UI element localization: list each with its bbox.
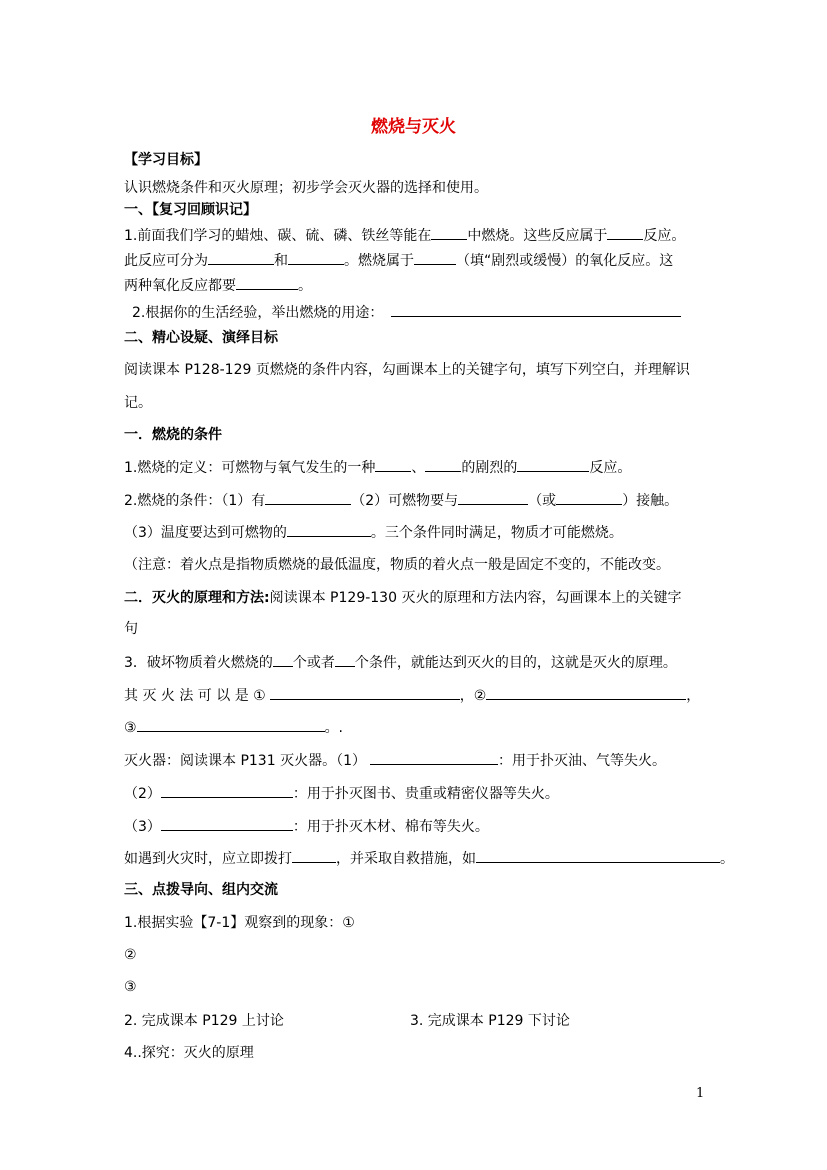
blank-22[interactable] [161,816,293,831]
text: ：用于扑灭油、气等失火。 [497,753,666,769]
text: ③ [124,720,137,736]
guide-q3: 3. 完成课本 P129 下讨论 [410,1013,570,1029]
text: 2.燃烧的条件：（1）有 [124,493,266,509]
goal-heading: 【学习目标】 [124,152,208,168]
design-heading: 二、精心设疑、演绎目标 [124,330,278,346]
text: （2）可燃物要与 [351,493,459,509]
text: 。 [298,278,312,294]
review-q2 [132,302,681,323]
review-q1-line2 [124,250,673,271]
ext-q3 [124,652,677,673]
document-title: 燃烧与灭火 [371,117,456,137]
text: （2） [124,786,161,802]
text: ， [686,688,701,704]
text: 。三个条件同时满足，物质才可能燃烧。 [370,525,623,541]
extinguisher-3 [124,816,489,837]
text: 1.燃烧的定义：可燃物与氧气发生的一种 [124,460,376,476]
design-read-2: 记。 [124,395,152,411]
blank-4[interactable] [288,250,344,265]
text: 阅读课本 P129-130 灭火的原理和方法内容，勾画课本上的关键字 [269,590,682,606]
goal-text: 认识燃烧条件和灭火原理；初步学会灭火器的选择和使用。 [124,180,488,196]
text: 个条件，就能达到灭火的目的，这就是灭火的原理。 [354,655,677,671]
text: 2.根据你的生活经验，举出燃烧的用途： [132,305,384,321]
guide-obs-2: ② [124,947,137,963]
text: 、 [411,460,426,476]
text: 。燃烧属于 [344,253,414,269]
guide-q1: 1.根据实验【7-1】观察到的现象：① [124,915,355,931]
text: 中燃烧。这些反应属于 [467,228,608,244]
blank-12[interactable] [458,490,528,505]
guide-q2: 2. 完成课本 P129 上讨论 [124,1013,284,1029]
cond-temp [124,522,623,543]
text: 灭火器：阅读课本 P131 灭火器。（1） [124,753,366,769]
text: ，并采取自救措施，如 [336,851,476,867]
ext-read-1 [124,588,681,608]
text: ：用于扑灭木材、棉布等失火。 [292,819,489,835]
text: 3．破坏物质着火燃烧的 [124,655,273,671]
guide-q4: 4..探究：灭火的原理 [124,1045,254,1061]
blank-7[interactable] [391,302,681,317]
blank-10[interactable] [517,457,589,472]
text: 如遇到火灾时，应立即拨打 [124,851,292,867]
blank-21[interactable] [161,783,293,798]
cond-note: （注意：着火点是指物质燃烧的最低温度，物质的着火点一般是固定不变的，不能改变。 [124,557,670,573]
design-read-1: 阅读课本 P128-129 页燃烧的条件内容，勾画课本上的关键字句，填写下列空白，并理解识 [124,362,690,378]
text: 此反应可分为 [124,253,208,269]
review-heading: 一、【复习回顾识记】 [124,202,257,218]
review-q1-line1 [124,225,685,246]
blank-20[interactable] [370,750,498,765]
extinguisher-1 [124,750,666,771]
guide-heading: 三、点拨导向、组内交流 [124,882,278,898]
text: ）接触。 [622,493,679,509]
ext-heading: 二．灭火的原理和方法: [124,590,270,606]
text: （填“剧烈或缓慢）的氧化反应。这 [456,253,674,269]
blank-19[interactable] [137,717,325,732]
text: 其 灭 火 法 可 以 是 ① [124,688,266,704]
text: 。. [324,720,344,736]
text: （3）温度要达到可燃物的 [124,525,287,541]
fire-emergency [124,848,734,869]
cond-heading: 一．燃烧的条件 [124,427,222,443]
blank-2[interactable] [607,225,643,240]
text: 两种氧化反应都要 [124,278,236,294]
ext-methods-1 [124,685,700,706]
extinguisher-2 [124,783,559,804]
blank-11[interactable] [265,490,351,505]
text: 。 [720,851,734,867]
text: 反应。 [643,228,686,244]
cond-list [124,490,678,511]
blank-6[interactable] [236,275,298,290]
ext-methods-2 [124,717,343,738]
blank-1[interactable] [431,225,467,240]
blank-15[interactable] [273,652,293,667]
page-number: 1 [696,1086,705,1101]
blank-23[interactable] [292,848,336,863]
text: 1.前面我们学习的蜡烛、碳、硫、磷、铁丝等能在 [124,228,432,244]
text: 的剧烈的 [461,460,518,476]
blank-9[interactable] [425,457,461,472]
text: 个或者 [292,655,335,671]
text: ，② [459,688,487,704]
text: ：用于扑灭图书、贵重或精密仪器等失火。 [292,786,559,802]
blank-14[interactable] [287,522,371,537]
blank-8[interactable] [375,457,411,472]
blank-13[interactable] [556,490,622,505]
blank-18[interactable] [486,685,686,700]
blank-5[interactable] [414,250,456,265]
blank-17[interactable] [270,685,460,700]
review-q1-line3 [124,275,312,296]
blank-3[interactable] [208,250,274,265]
text: （3） [124,819,161,835]
text: 反应。 [589,460,632,476]
blank-24[interactable] [476,848,720,863]
blank-16[interactable] [335,652,355,667]
cond-def [124,457,631,478]
text: （或 [528,493,557,509]
text: 和 [274,253,288,269]
ext-read-2: 句 [124,621,138,637]
guide-obs-3: ③ [124,979,137,995]
